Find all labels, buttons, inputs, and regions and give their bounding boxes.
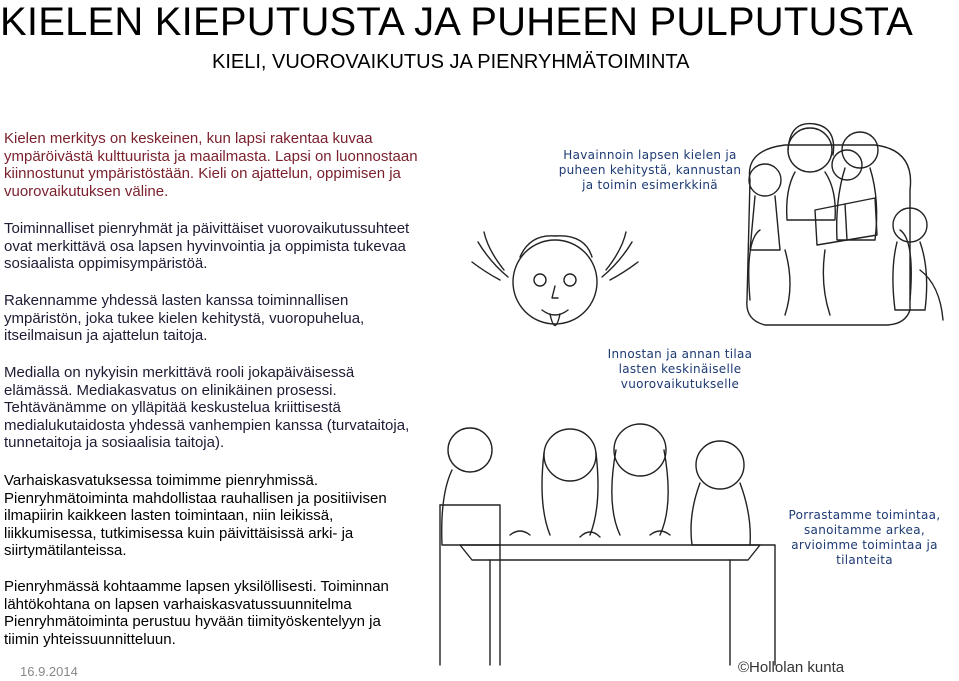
footer-date: 16.9.2014 — [20, 664, 78, 679]
reading-illustration — [725, 110, 955, 340]
paragraph-individual: Pienryhmässä kohtaamme lapsen yksilöllisesti. Toiminnan lähtökohtana on lapsen varhaiskasvatussuunnitelma Pienryhmätoiminta perustuu hyvään tiimityöskentelyyn ja tiimin yhteissuunnitteluun. — [4, 578, 389, 648]
paragraph-language: Kielen merkitys on keskeinen, kun lapsi rakentaa kuvaa ympäröivästä kulttuurista ja maailmasta. Lapsi on luonnostaan kiinnostunut ympäristöstään. Kieli on ajattelun, oppimisen ja vuorovaikutuksen väline. — [4, 130, 418, 200]
page-subtitle: KIELI, VUOROVAIKUTUS JA PIENRYHMÄTOIMINTA — [212, 51, 690, 73]
caption-reading: Havainnoin lapsen kielen ja puheen kehitystä, kannustan ja toimin esimerkkinä — [558, 148, 742, 192]
children-table-illustration — [430, 395, 780, 675]
paragraph-small-groups: Toiminnalliset pienryhmät ja päivittäiset vuorovaikutussuhteet ovat merkittävä osa lapsen hyvinvointia ja oppimista tukevaa sosiaalista oppimisympäristöä. — [4, 220, 410, 273]
boy-face-illustration — [470, 222, 640, 347]
paragraph-group-work: Varhaiskasvatuksessa toimimme pienryhmissä. Pienryhmätoiminta mahdollistaa rauhallisen ja positiivisen ilmapiirin kaikkeen lasten toimintaan, niin leikissä, liikkumisessa, tutkimisessa kuin päivittäisissä arki- ja siirtymätilanteissa. — [4, 472, 387, 560]
footer-copyright: ©Hollolan kunta — [738, 659, 845, 676]
paragraph-environment: Rakennamme yhdessä lasten kanssa toiminnallisen ympäristön, joka tukee kielen kehitystä, vuoropuhelua, itseilmaisun ja ajattelun taitoja. — [4, 292, 365, 345]
page-title: KIELEN KIEPUTUSTA JA PUHEEN PULPUTUSTA — [0, 0, 914, 44]
caption-interaction: Innostan ja annan tilaa lasten keskinäiselle vuorovaikutukselle — [607, 347, 753, 391]
caption-group: Porrastamme toimintaa, sanoitamme arkea, arvioimme toimintaa ja tilanteita — [788, 508, 941, 567]
paragraph-media: Medialla on nykyisin merkittävä rooli jokapäiväisessä elämässä. Mediakasvatus on elinikäinen prosessi. Tehtävänämme on ylläpitää keskustelua kriittisestä medialukutaidosta yhdessä vanhempien kanssa (turvataitoja, tunnetaitoja ja sosiaalisia taitoja). — [4, 364, 410, 452]
